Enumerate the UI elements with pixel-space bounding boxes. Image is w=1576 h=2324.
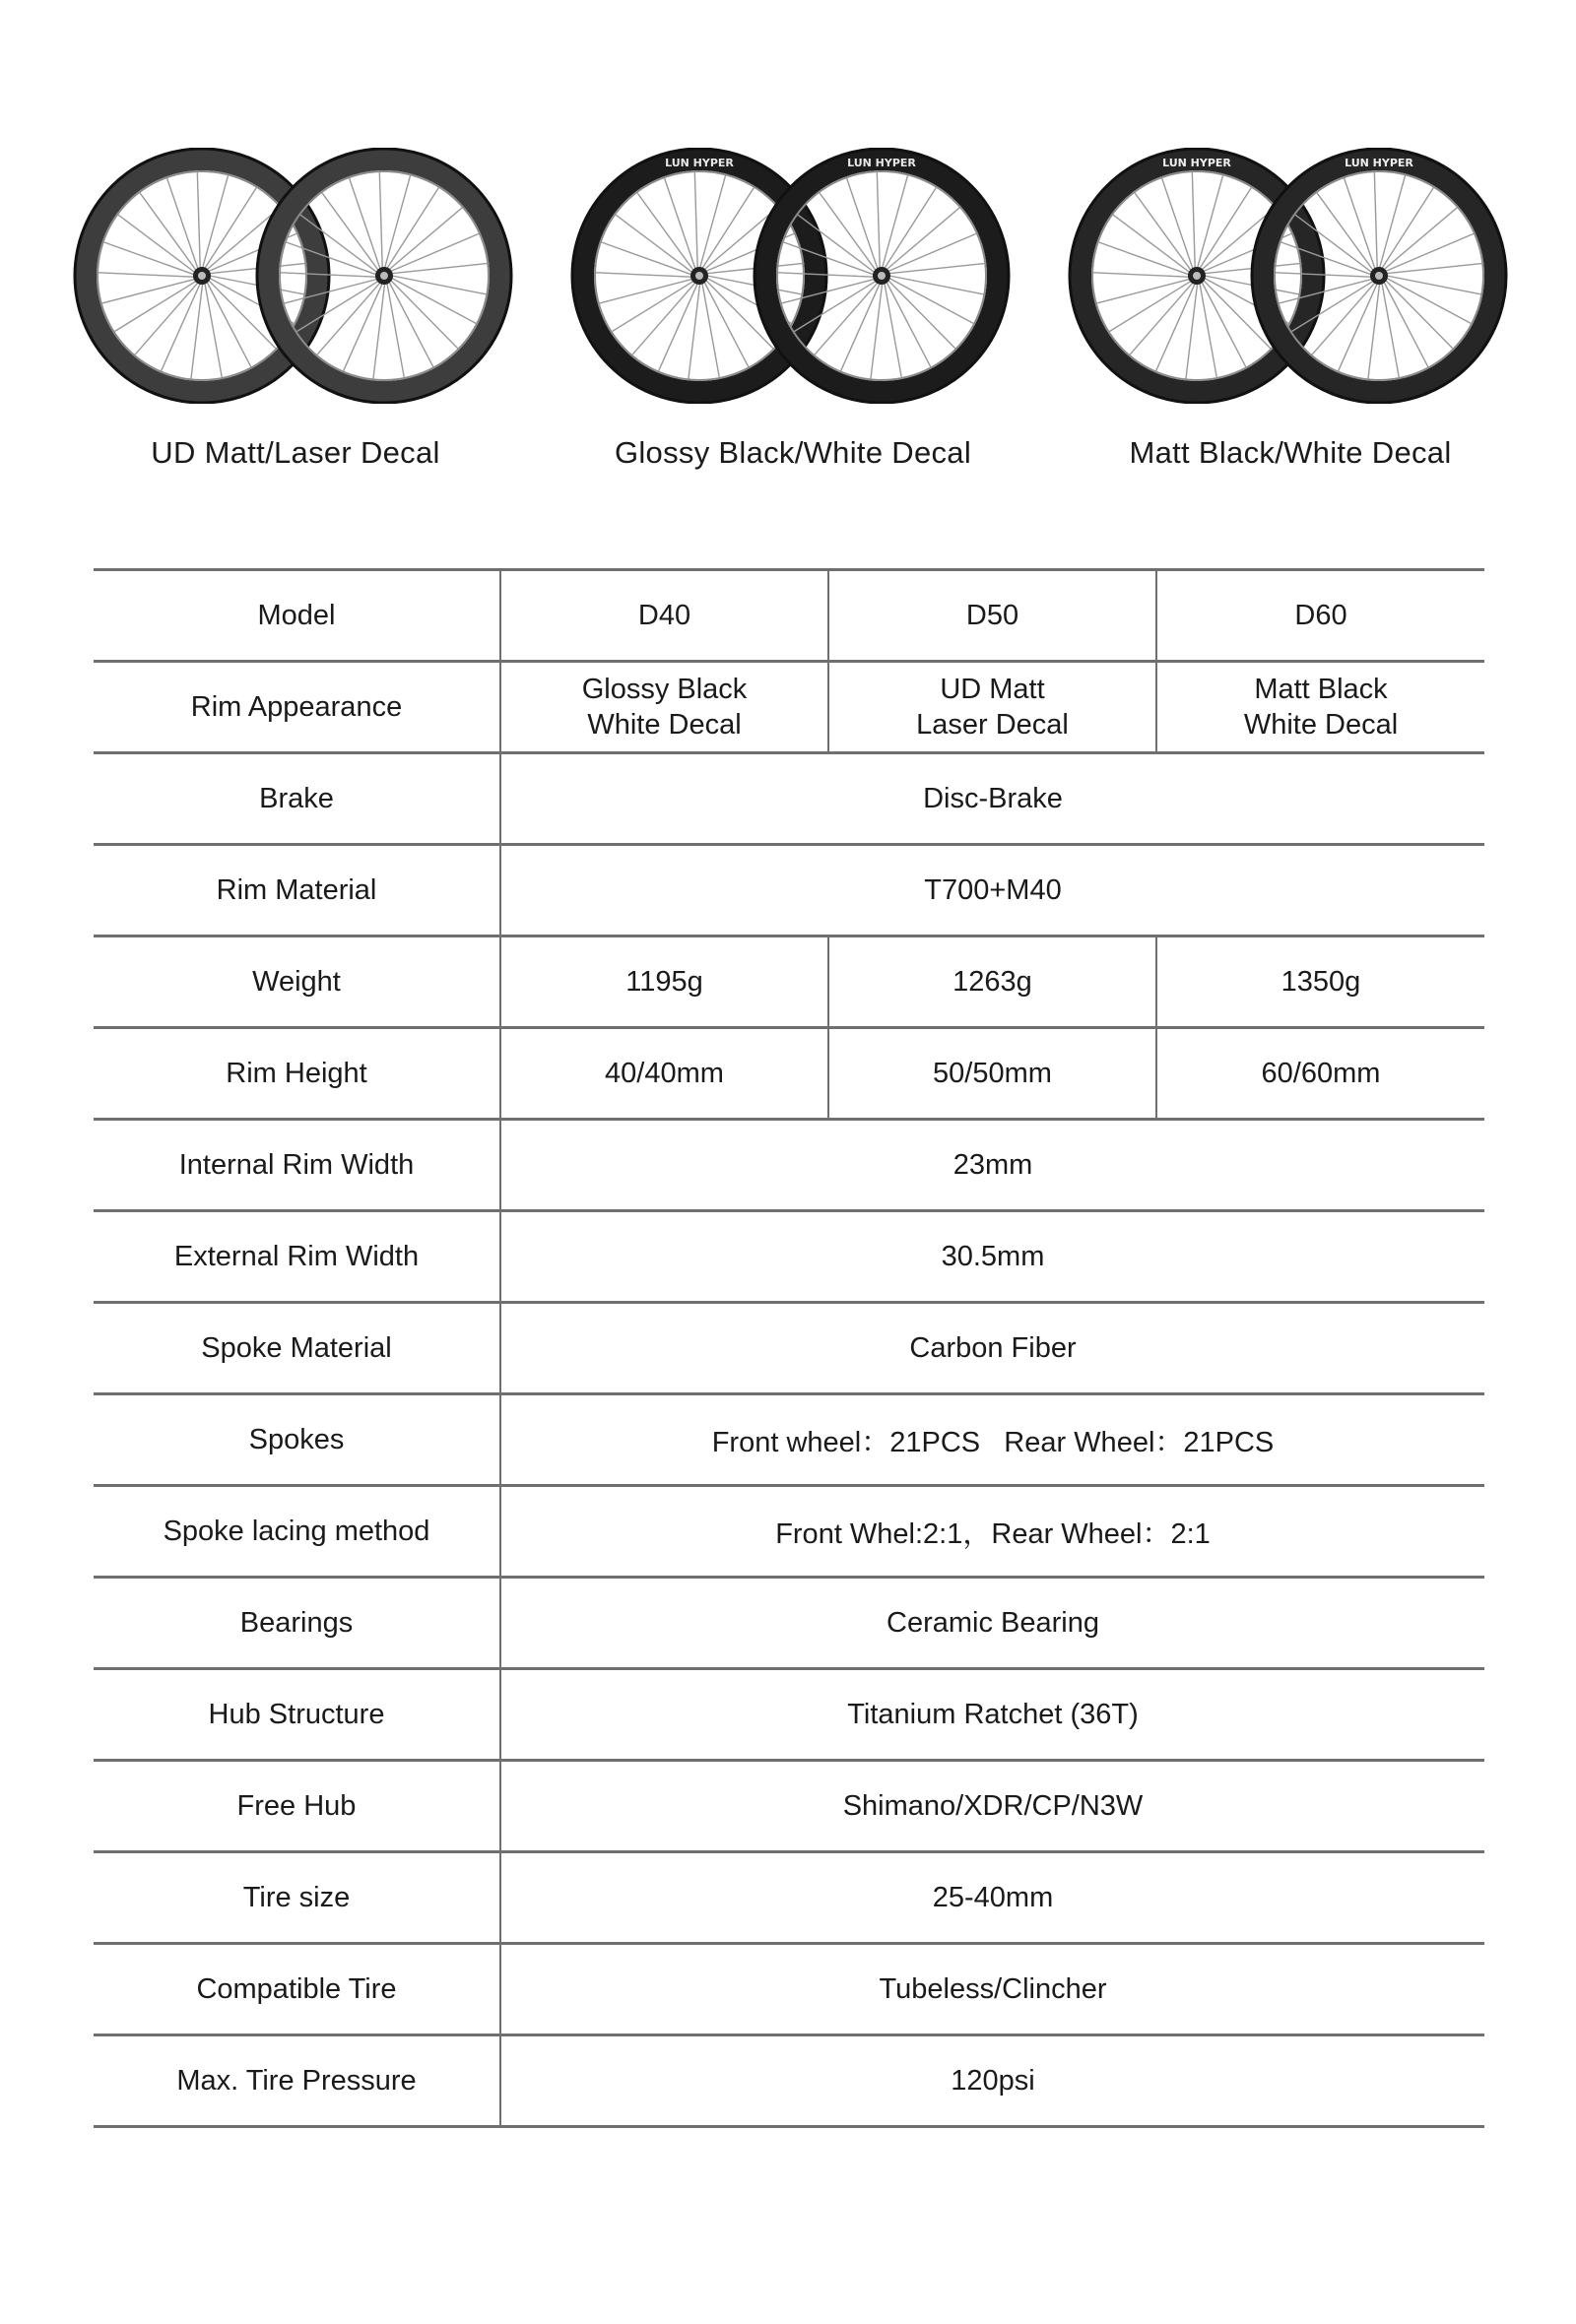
wheel-pair-ud-matt — [69, 148, 522, 470]
cell-weight-d40: 1195g — [500, 936, 828, 1028]
cell-rim-height-d60: 60/60mm — [1156, 1028, 1484, 1120]
table-row-rim-height — [94, 1028, 1484, 1120]
table-row-rim-material — [94, 845, 1484, 936]
wheel-icon — [257, 149, 511, 403]
wheel-pair-matt-black — [1064, 148, 1517, 470]
table-row-brake — [94, 753, 1484, 845]
cell-bearings: Ceramic Bearing — [500, 1578, 1484, 1669]
cell-model-d50: D50 — [828, 570, 1156, 662]
cell-spoke-material: Carbon Fiber — [500, 1303, 1484, 1394]
row-label: Rim Appearance — [94, 662, 500, 753]
wheel-icon — [1252, 149, 1506, 403]
cell-model-d60: D60 — [1156, 570, 1484, 662]
table-row-model — [94, 570, 1484, 662]
row-label: Internal Rim Width — [94, 1120, 500, 1211]
svg-text:LUN HYPER: LUN HYPER — [1162, 157, 1231, 169]
cell-rim-height-d40: 40/40mm — [500, 1028, 828, 1120]
row-label: Spoke Material — [94, 1303, 500, 1394]
wheel-icon — [572, 149, 826, 403]
wheel-pair-image — [69, 148, 522, 404]
cell-free-hub: Shimano/XDR/CP/N3W — [500, 1761, 1484, 1852]
cell-line: White Decal — [587, 709, 742, 741]
cell-weight-d60: 1350g — [1156, 936, 1484, 1028]
cell-spoke-lacing: Front Whel:2:1，Rear Wheel：2:1 — [500, 1486, 1484, 1578]
table-row-spoke-material — [94, 1303, 1484, 1394]
spec-table — [94, 568, 1484, 2128]
cell-line: Matt Black — [1254, 674, 1388, 705]
wheel-icon — [1070, 149, 1324, 403]
row-label: External Rim Width — [94, 1211, 500, 1303]
table-row-free-hub — [94, 1761, 1484, 1852]
cell-line: Glossy Black — [581, 674, 748, 705]
wheel-caption: Glossy Black/White Decal — [614, 435, 972, 470]
wheel-icon — [755, 149, 1009, 403]
table-row-spoke-lacing — [94, 1486, 1484, 1578]
table-row-compatible-tire — [94, 1944, 1484, 2035]
cell-spokes: Front wheel：21PCS Rear Wheel：21PCS — [500, 1394, 1484, 1486]
wheel-caption: UD Matt/Laser Decal — [151, 435, 440, 470]
cell-line: White Decal — [1243, 709, 1399, 741]
cell-rim-appearance-d60 — [1156, 662, 1484, 753]
table-row-weight — [94, 936, 1484, 1028]
table-row-hub-structure — [94, 1669, 1484, 1761]
svg-text:LUN HYPER: LUN HYPER — [1345, 157, 1413, 169]
cell-weight-d50: 1263g — [828, 936, 1156, 1028]
wheel-gallery — [0, 0, 1576, 512]
table-row-spokes — [94, 1394, 1484, 1486]
row-label: Free Hub — [94, 1761, 500, 1852]
cell-compatible-tire: Tubeless/Clincher — [500, 1944, 1484, 2035]
cell-line: UD Matt — [940, 674, 1045, 705]
wheel-pair-image — [1064, 148, 1517, 404]
svg-text:LUN HYPER: LUN HYPER — [847, 157, 916, 169]
row-label: Bearings — [94, 1578, 500, 1669]
row-label: Weight — [94, 936, 500, 1028]
table-row-internal-rim-width — [94, 1120, 1484, 1211]
wheel-caption: Matt Black/White Decal — [1129, 435, 1452, 470]
row-label: Rim Height — [94, 1028, 500, 1120]
cell-rim-appearance-d50 — [828, 662, 1156, 753]
row-label: Model — [94, 570, 500, 662]
cell-model-d40: D40 — [500, 570, 828, 662]
cell-max-tire-pressure: 120psi — [500, 2035, 1484, 2127]
cell-brake: Disc-Brake — [500, 753, 1484, 845]
wheel-pair-glossy-black — [566, 148, 1019, 470]
row-label: Spokes — [94, 1394, 500, 1486]
wheel-pair-image — [566, 148, 1019, 404]
row-label: Max. Tire Pressure — [94, 2035, 500, 2127]
row-label: Spoke lacing method — [94, 1486, 500, 1578]
svg-text:LUN HYPER: LUN HYPER — [665, 157, 734, 169]
table-row-external-rim-width — [94, 1211, 1484, 1303]
cell-rim-material: T700+M40 — [500, 845, 1484, 936]
row-label: Hub Structure — [94, 1669, 500, 1761]
row-label: Tire size — [94, 1852, 500, 1944]
cell-external-rim-width: 30.5mm — [500, 1211, 1484, 1303]
row-label: Rim Material — [94, 845, 500, 936]
table-row-bearings — [94, 1578, 1484, 1669]
table-row-max-tire-pressure — [94, 2035, 1484, 2127]
cell-tire-size: 25-40mm — [500, 1852, 1484, 1944]
cell-line: Laser Decal — [916, 709, 1069, 741]
row-label: Brake — [94, 753, 500, 845]
table-row-rim-appearance — [94, 662, 1484, 753]
wheel-icon — [75, 149, 329, 403]
cell-internal-rim-width: 23mm — [500, 1120, 1484, 1211]
cell-rim-appearance-d40 — [500, 662, 828, 753]
cell-hub-structure: Titanium Ratchet (36T) — [500, 1669, 1484, 1761]
row-label: Compatible Tire — [94, 1944, 500, 2035]
table-row-tire-size — [94, 1852, 1484, 1944]
cell-rim-height-d50: 50/50mm — [828, 1028, 1156, 1120]
